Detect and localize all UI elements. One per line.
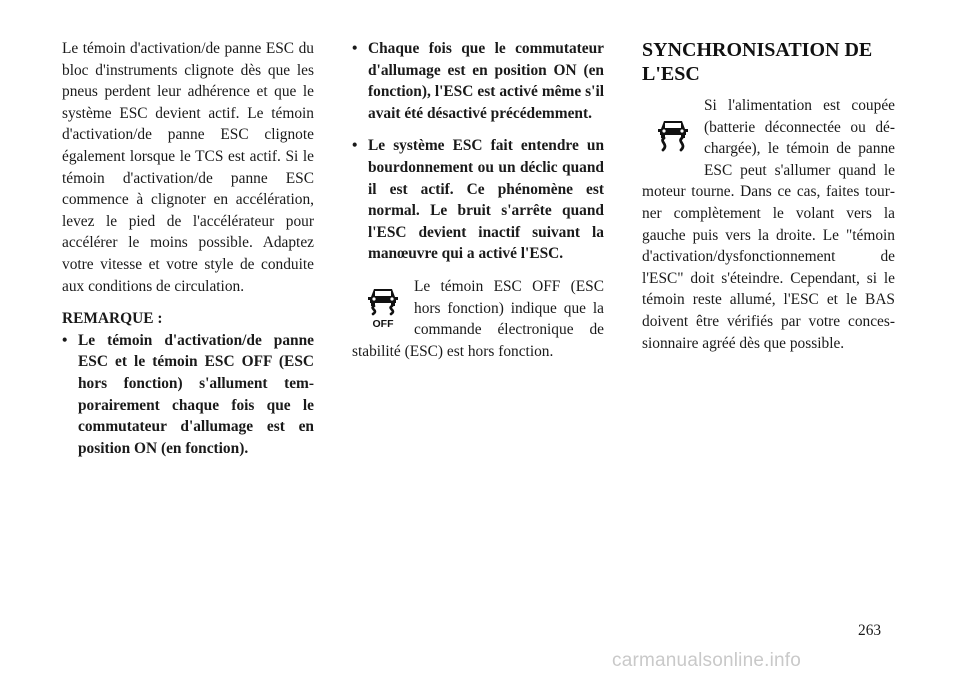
intro-paragraph: Le témoin d'activation/de panne ESC du bloc d'instruments clignote dès que les pneus perdent leur adhérence et que le système ESC devient actif. Le témoin d'activation/de panne ESC clignote également lorsque le TCS est actif. Si le témoin d'activation/de panne ESC commence à clignoter en accélération, levez le pied de l'accélérateur pour accélérer le moins possible. Adaptez votre vitesse et votre style de conduite aux conditions de circulation. (62, 40, 314, 295)
section-heading (642, 38, 895, 86)
bullet-text: Le système ESC fait entendre un bourdonnement ou un déclic quand il est actif. Ce phénomène est normal. Le bruit s'arrête quand l'ESC devient inactif suivant la manœuvre qui a activé l'ESC. (368, 137, 604, 263)
skidding-car-off-icon (363, 285, 403, 329)
bullet-text: Chaque fois que le commutateur d'allumage est en position ON (en fonction), l'ESC est activé même s'il avait été désactivé précédemment. (368, 40, 604, 122)
list-item (352, 135, 604, 265)
column-left (62, 38, 314, 459)
bullet-dot: • (352, 40, 358, 57)
note-bullet-list (62, 330, 314, 460)
heading-line-1: SYNCHRONISATION DE (642, 39, 873, 61)
esc-off-block (352, 276, 604, 362)
bullet-dot: • (352, 137, 358, 155)
list-item (62, 330, 314, 460)
column-middle (352, 38, 604, 362)
column-right (642, 38, 895, 354)
skidding-car-icon (653, 117, 693, 157)
sync-paragraph: Si l'alimentation est coupée (batterie déconnectée ou déchargée), le témoin de panne ESC peut s'allumer quand le moteur tourne. Dans ce cas, faites tourner complètement le volant vers la gauche puis vers la droite. Le "témoin d'activation/dysfonctionnement de l'ESC" doit s'éteindre. Cependant, si le témoin reste allumé, l'ESC et le BAS doivent être vérifiés par votre concessionnaire agréé dès que possible. (642, 97, 895, 352)
skidding-car-off-icon (352, 276, 414, 338)
heading-line-2: L'ESC (642, 63, 700, 85)
sync-block (642, 95, 895, 354)
list-item (352, 38, 604, 124)
bullet-list (352, 38, 604, 265)
note-label: REMARQUE : (62, 310, 163, 328)
esc-off-paragraph: Le témoin ESC OFF (ESC hors fonction) indique que la commande électronique de stabilité (ESC) est hors fonction. (352, 277, 604, 360)
bullet-text: Le témoin d'activation/de panne ESC et le témoin ESC OFF (ESC hors fonction) s'allument temporairement chaque fois que le commutateur d'allumage est en position ON (en fonction). (78, 331, 314, 457)
page-number: 263 (858, 622, 882, 639)
watermark: carmanualsonline.info (612, 650, 802, 671)
bullet-dot: • (62, 331, 68, 349)
skidding-car-icon (642, 95, 704, 179)
svg-text:OFF: OFF (372, 317, 394, 329)
